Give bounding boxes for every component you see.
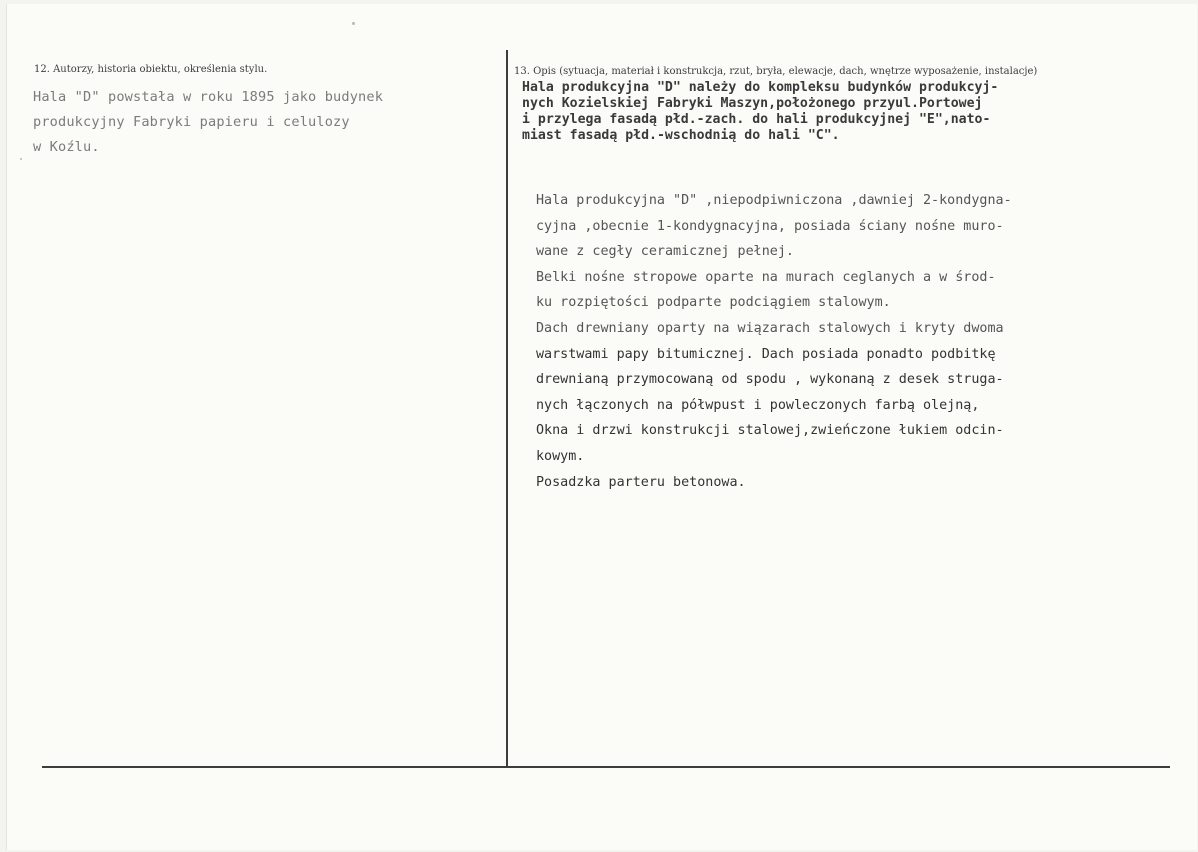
body-line: Dach drewniany oparty na wiązarach stalowych i kryty dwoma [536, 320, 1004, 336]
summary-line: i przylega fasadą płd.-zach. do hali produkcyjnej "E",nato- [522, 112, 991, 127]
summary-line: miast fasadą płd.-wschodnią do hali "C". [522, 128, 840, 143]
section-12-label: 12. Autorzy, historia obiektu, określenia stylu. [34, 64, 268, 75]
section-12-text [33, 85, 383, 160]
body-line: Okna i drzwi konstrukcji stalowej,zwieńczone łukiem odcin- [536, 423, 1004, 439]
text-line: Hala "D" powstała w roku 1895 jako budynek [33, 89, 384, 105]
section-13-summary [522, 80, 998, 144]
body-line: wane z cegły ceramicznej pełnej. [536, 244, 794, 260]
body-line: ku rozpiętości podparte podciągiem stalowym. [536, 295, 891, 311]
body-line: kowym. [536, 448, 585, 464]
body-line: warstwami papy bitumicznej. Dach posiada ponadto podbitkę [536, 346, 996, 362]
body-line: Hala produkcyjna "D" ,niepodpiwniczona ,dawniej 2-kondygna- [536, 193, 1012, 208]
body-line: Posadzka parteru betonowa. [536, 474, 746, 490]
paper-speck [352, 22, 355, 25]
bottom-rule [42, 766, 1170, 768]
body-line: Belki nośne stropowe oparte na murach ceglanych a w środ- [536, 269, 996, 285]
body-line: nych łączonych na półwpust i powleczonych farbą olejną, [536, 397, 980, 413]
text-line: produkcyjny Fabryki papieru i celulozy [33, 114, 350, 130]
text-line: w Koźlu. [33, 139, 100, 155]
body-line: cyjna ,obecnie 1-kondygnacyjna, posiada ściany nośne muro- [536, 218, 1004, 234]
section-13-body [536, 188, 1012, 495]
summary-line: Hala produkcyjna "D" należy do kompleksu budynków produkcyj- [522, 80, 999, 95]
summary-line: nych Kozielskiej Fabryki Maszyn,położonego przyul.Portowej [522, 96, 983, 111]
body-line: drewnianą przymocowaną od spodu , wykonaną z desek struga- [536, 372, 1004, 388]
column-divider [506, 50, 508, 768]
section-13-label: 13. Opis (sytuacja, materiał i konstrukcja, rzut, bryła, elewacje, dach, wnętrze wyposażenie, instalacje) [514, 66, 1038, 77]
paper-speck [20, 158, 22, 160]
